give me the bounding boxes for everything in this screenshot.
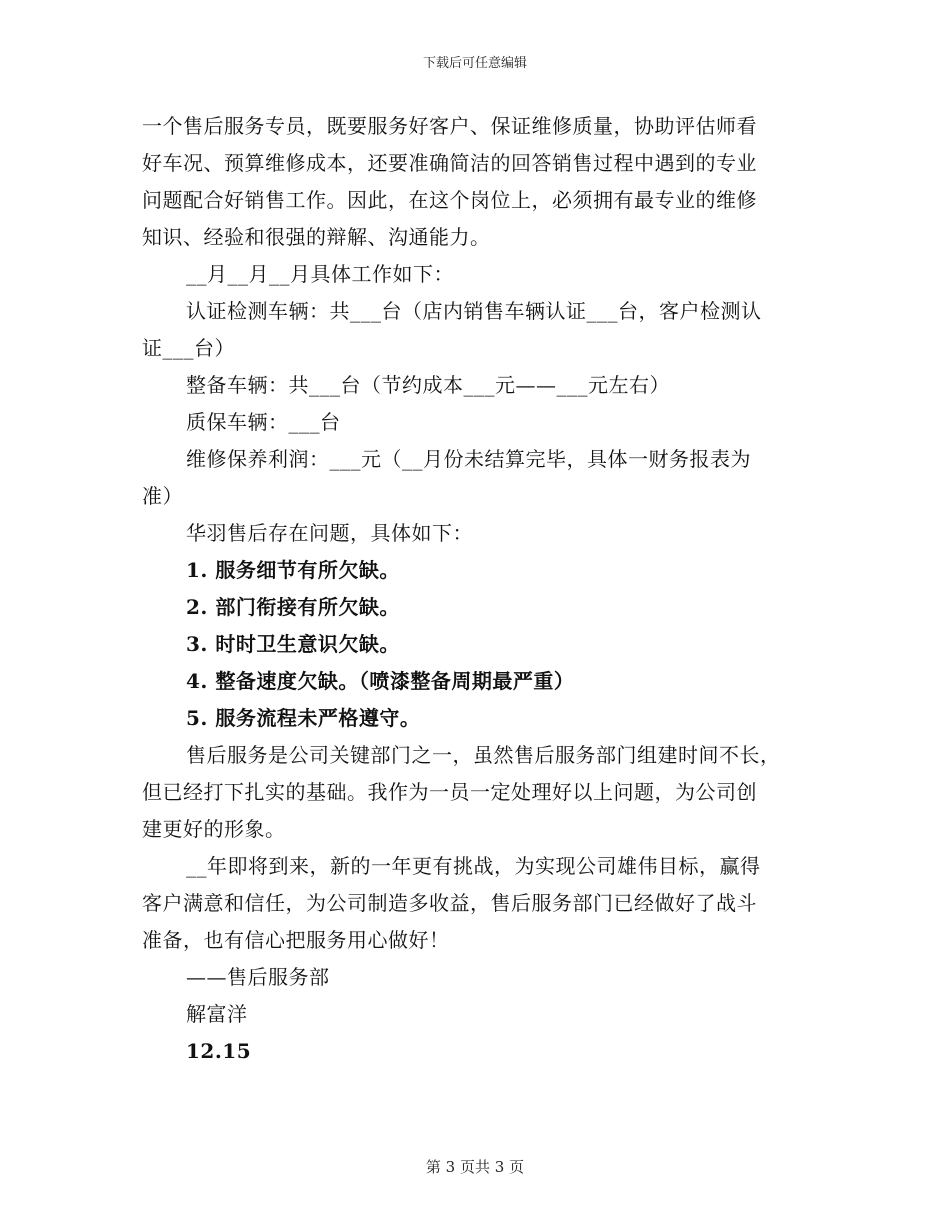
text-line: 客户满意和信任，为公司制造多收益，售后服务部门已经做好了战斗 xyxy=(142,891,757,915)
text-line: 知识、经验和很强的辩解、沟通能力。 xyxy=(142,225,491,249)
signature-date: 12.15 xyxy=(186,1039,252,1063)
issue-item: 2. 部门衔接有所欠缺。 xyxy=(186,595,400,619)
text-line: 准备，也有信心把服务用心做好！ xyxy=(142,928,450,952)
issue-item: 5. 服务流程未严格遵守。 xyxy=(186,706,421,730)
text-line: 整备车辆：共___台（节约成本___元——___元左右） xyxy=(186,373,670,397)
signature-department: ——售后服务部 xyxy=(186,965,330,989)
issue-item: 4. 整备速度欠缺。（喷漆整备周期最严重） xyxy=(186,669,575,693)
text-line: 问题配合好销售工作。因此，在这个岗位上，必须拥有最专业的维修 xyxy=(142,188,757,212)
document-body xyxy=(142,108,806,1070)
text-line: 准） xyxy=(142,484,183,508)
text-line: 维修保养利润：___元（__月份未结算完毕，具体一财务报表为 xyxy=(186,447,751,471)
text-line: 一个售后服务专员，既要服务好客户、保证维修质量，协助评估师看 xyxy=(142,114,757,138)
text-line: 但已经打下扎实的基础。我作为一员一定处理好以上问题，为公司创 xyxy=(142,780,757,804)
text-line: 质保车辆：___台 xyxy=(186,410,341,434)
signature-name: 解富洋 xyxy=(186,1002,248,1026)
text-line: 好车况、预算维修成本，还要准确简洁的回答销售过程中遇到的专业 xyxy=(142,151,757,175)
text-line: 认证检测车辆：共___台（店内销售车辆认证___台，客户检测认 xyxy=(186,299,762,323)
issue-item: 1. 服务细节有所欠缺。 xyxy=(186,558,400,582)
text-line: 华羽售后存在问题，具体如下： xyxy=(186,521,473,545)
text-line: __年即将到来，新的一年更有挑战，为实现公司雄伟目标，赢得 xyxy=(186,854,761,878)
text-line: 售后服务是公司关键部门之一，虽然售后服务部门组建时间不长， xyxy=(186,743,781,767)
text-line: 建更好的形象。 xyxy=(142,817,286,841)
text-line: 证___台） xyxy=(142,336,235,360)
text-line: __月__月__月具体工作如下： xyxy=(186,262,454,286)
page-header: 下载后可任意编辑 xyxy=(422,56,527,71)
issue-item: 3. 时时卫生意识欠缺。 xyxy=(186,632,400,656)
page-footer: 第 3 页共 3 页 xyxy=(425,1158,525,1176)
